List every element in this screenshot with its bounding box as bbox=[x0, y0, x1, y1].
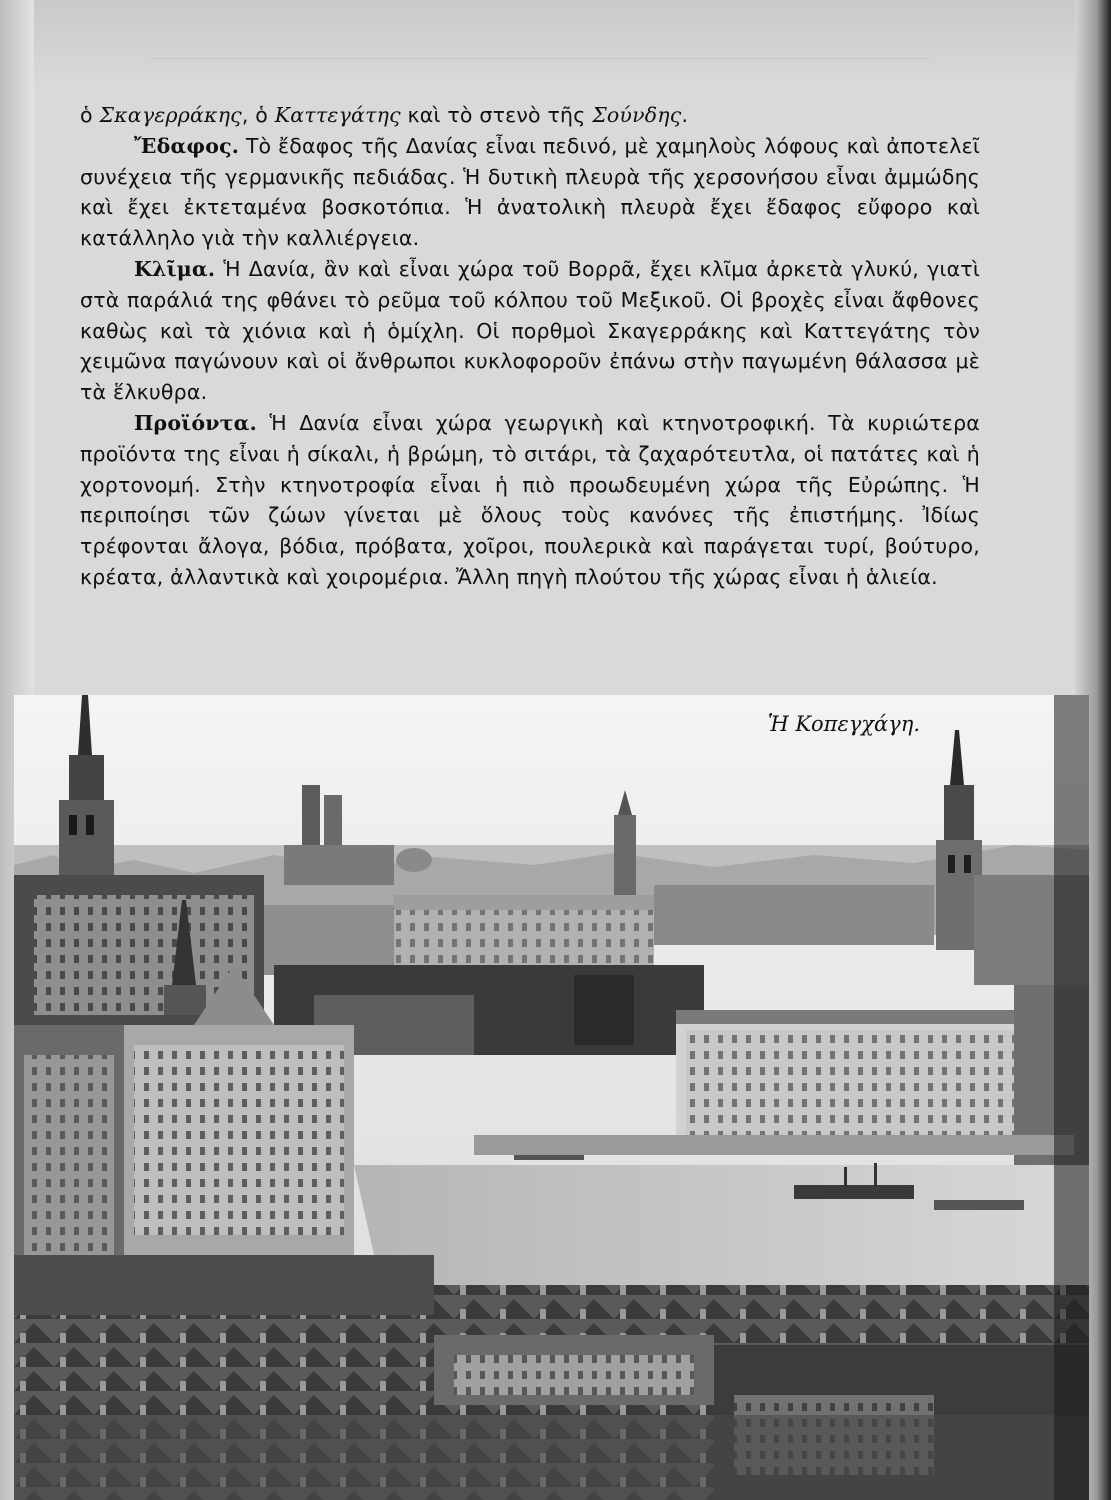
intro-line bbox=[80, 100, 980, 131]
photo-caption: Ἡ Κοπεγχάγη. bbox=[767, 712, 920, 736]
intro-run: ὁ bbox=[80, 103, 100, 127]
intro-run: Σκαγερράκης bbox=[99, 103, 242, 127]
copenhagen-photo bbox=[14, 695, 1089, 1500]
heading-soil: Ἔδαφος. bbox=[134, 133, 240, 158]
text-climate: Ἡ Δανία, ἂν καὶ εἶναι χώρα τοῦ Βορρᾶ, ἔχει κλῖμα ἀρκετὰ γλυκύ, γιατὶ στὰ παράλιά της φθάνει τὸ ρεῦμα τοῦ κόλπου τοῦ Μεξικοῦ. Οἱ βροχὲς εἶναι ἄφθονες καθὼς καὶ τὰ χιόνια καὶ ἡ ὁμίχλη. Οἱ πορθμοὶ Σκαγερράκης καὶ Καττεγάτης τὸν χειμῶνα παγώνουν καὶ οἱ ἄνθρωποι κυκλοφοροῦν ἐπάνω στὴν παγωμένη θάλασσα μὲ τὰ ἕλκυθρα. bbox=[80, 256, 980, 405]
section-products bbox=[80, 408, 980, 593]
intro-run: καὶ τὸ στενὸ τῆς bbox=[400, 103, 593, 127]
bleed-through-line bbox=[150, 58, 930, 59]
copenhagen-cityscape bbox=[14, 695, 1089, 1500]
section-climate bbox=[80, 254, 980, 408]
heading-climate: Κλῖμα. bbox=[134, 256, 216, 281]
section-soil bbox=[80, 131, 980, 254]
body-text bbox=[80, 100, 980, 593]
text-soil: Τὸ ἔδαφος τῆς Δανίας εἶναι πεδινό, μὲ χαμηλοὺς λόφους καὶ ἀποτελεῖ συνέχεια τῆς γερμανικῆς πεδιάδας. Ἡ δυτικὴ πλευρὰ τῆς χερσονήσου εἶναι ἀμμώδης καὶ ἔχει ἐκτεταμένα βοσκοτόπια. Ἡ ἀνατολικὴ πλευρὰ ἔχει ἔδαφος εὔφορο καὶ κατάλληλο γιὰ τὴν καλλιέργεια. bbox=[80, 133, 980, 251]
intro-run: Καττεγάτης bbox=[274, 103, 401, 127]
intro-run: . bbox=[681, 103, 689, 127]
text-products: Ἡ Δανία εἶναι χώρα γεωργικὴ καὶ κτηνοτροφική. Τὰ κυριώτερα προϊόντα της εἶναι ἡ σίκαλι, ἡ βρώμη, τὸ σιτάρι, τὰ ζαχαρότευτλα, οἱ πατάτες καὶ ἡ χορτονομή. Στὴν κτηνοτροφία εἶναι ἡ πιὸ προωδευμένη χώρα τῆς Εὐρώπης. Ἡ περιποίησι τῶν ζώων γίνεται μὲ ὅλους τοὺς κανόνες τῆς ἐπιστήμης. Ἰδίως τρέφονται ἄλογα, βόδια, πρόβατα, χοῖροι, πουλερικὰ καὶ παράγεται τυρί, βούτυρο, κρέατα, ἀλλαντικὰ καὶ χοιρομέρια. Ἄλλη πηγὴ πλούτου τῆς χώρας εἶναι ἡ ἁλιεία. bbox=[80, 410, 980, 589]
intro-run: Σούνδης bbox=[592, 103, 682, 127]
scan-top-shadow bbox=[0, 0, 1111, 90]
intro-run: , ὁ bbox=[241, 103, 275, 127]
heading-products: Προϊόντα. bbox=[134, 410, 257, 435]
